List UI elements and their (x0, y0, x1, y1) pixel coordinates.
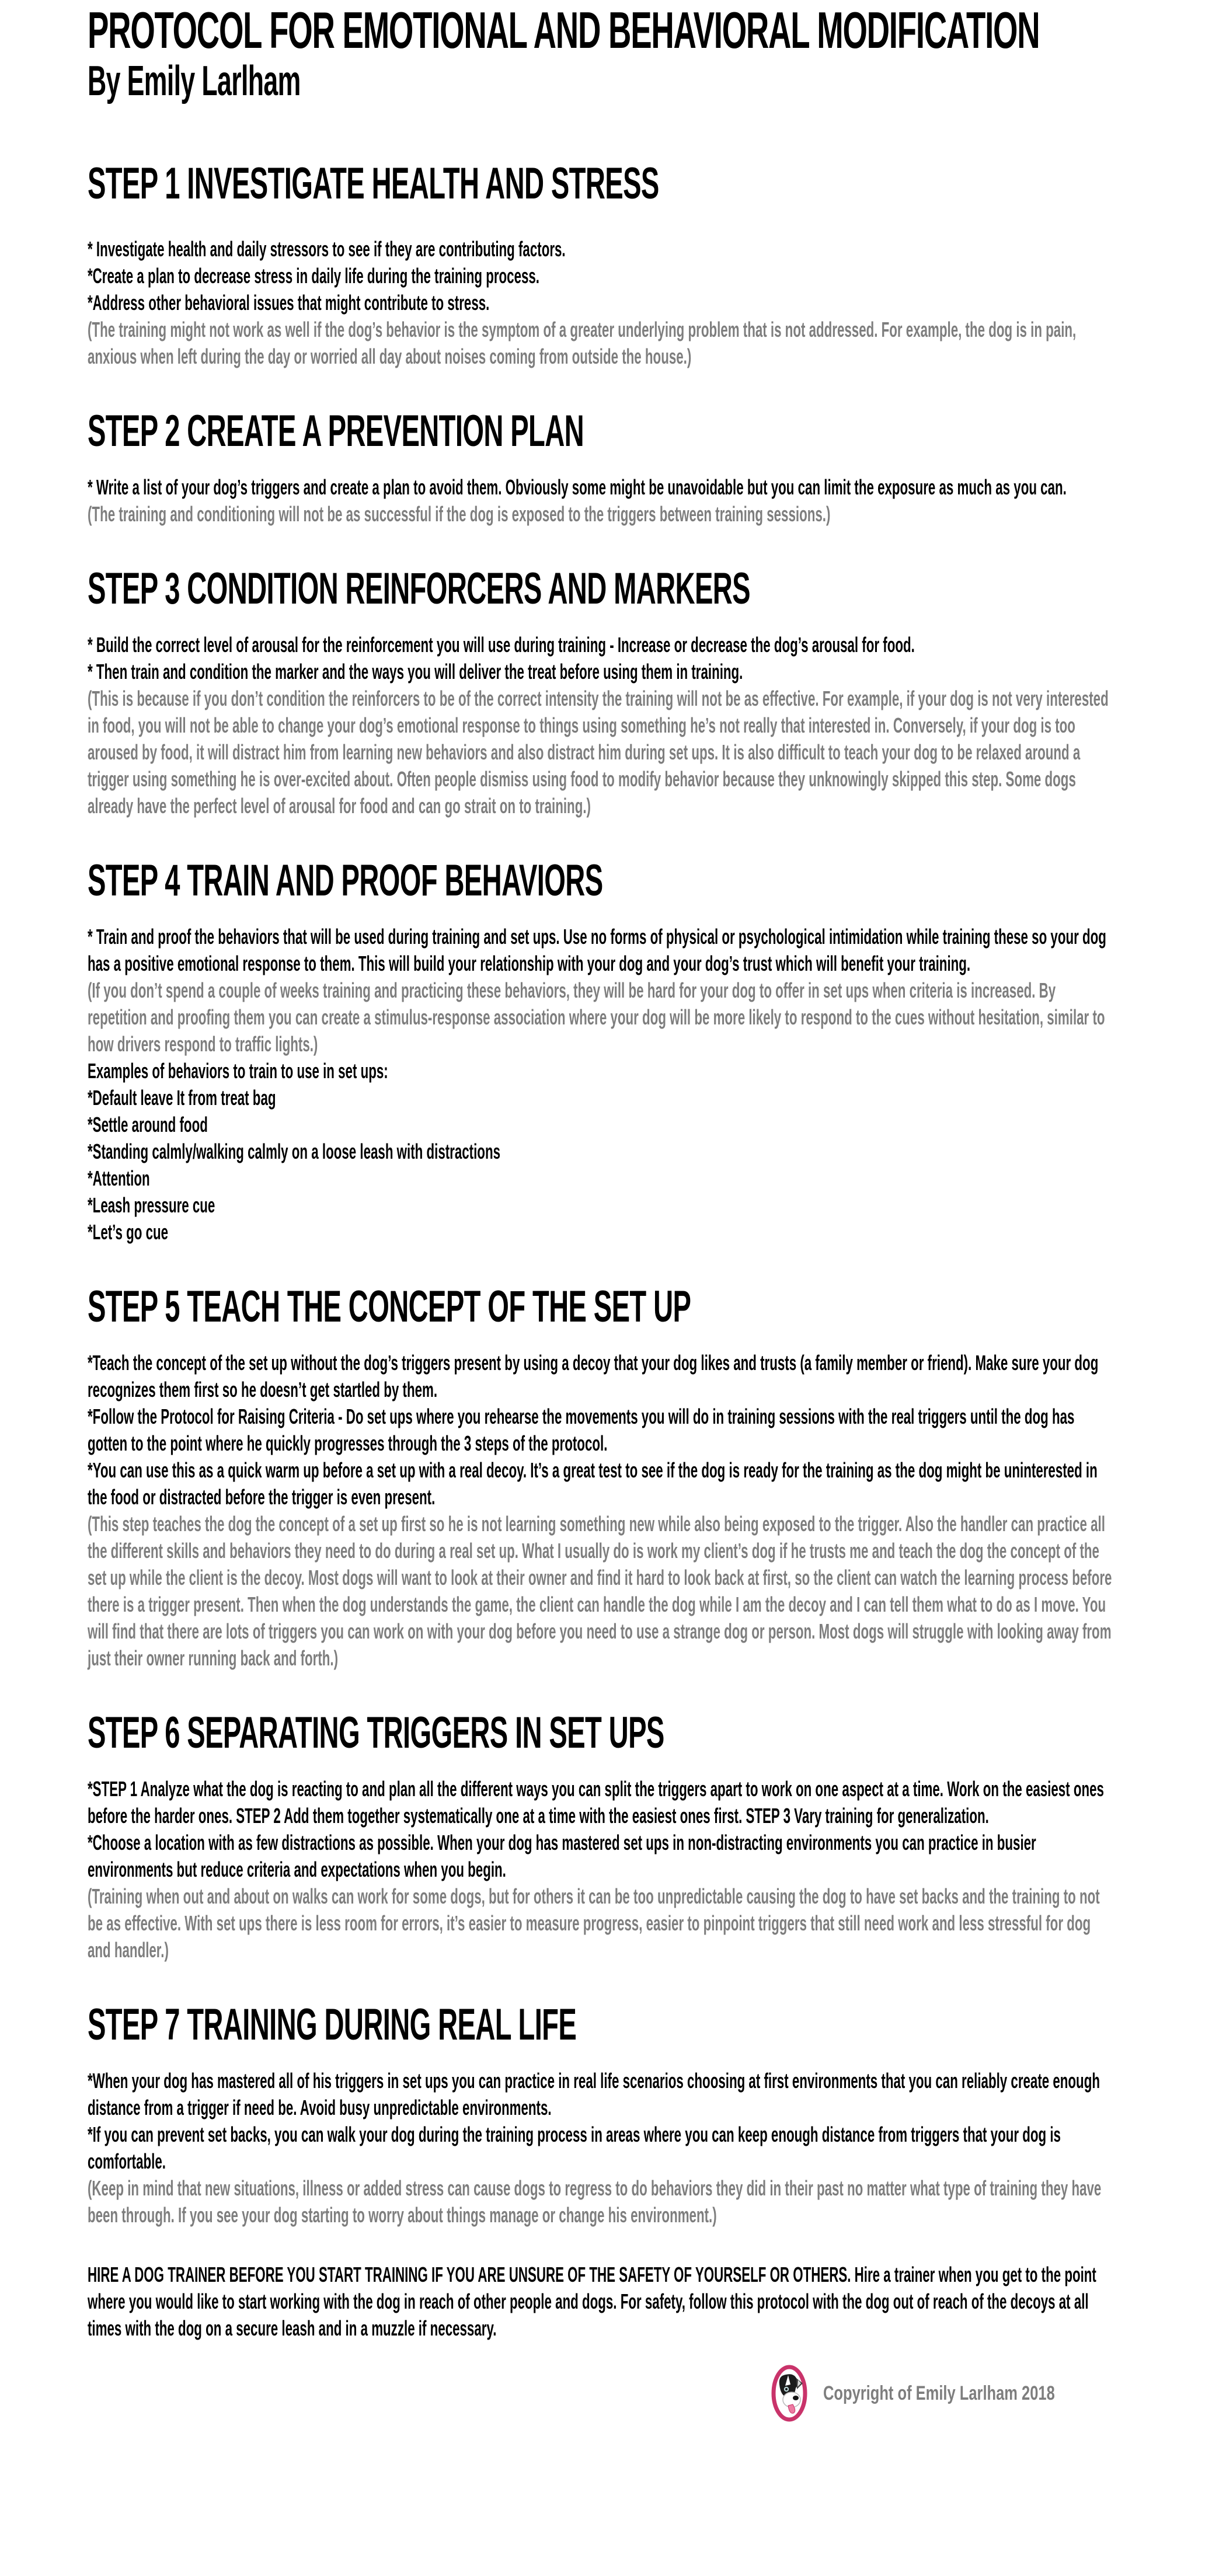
document-title: PROTOCOL FOR EMOTIONAL AND BEHAVIORAL MODIFICATION (88, 1, 1040, 59)
bullet-item: * Investigate health and daily stressors to see if they are contributing factors. (88, 237, 566, 261)
bullet-item: *Choose a location with as few distractions as possible. When your dog has mastered set ups in non-distracting environments you can practice in busier environments but reduce criteria and expectations when you begin. (88, 1831, 1036, 1881)
step-5-body (88, 1350, 1203, 1672)
list-item: *Leash pressure cue (88, 1193, 215, 1217)
step-7-body (88, 2068, 1203, 2229)
note-paragraph: (If you don’t spend a couple of weeks training and practicing these behaviors, they will be hard for your dog to offer in set ups when criteria is increased. By repetition and proofing them you can create a stimulus-response association where your dog will be more likely to respond to the cues without hesitation, similar to how drivers respond to traffic lights.) (88, 978, 1105, 1056)
dog-logo-icon (771, 2364, 808, 2422)
step-5-heading: STEP 5 TEACH THE CONCEPT OF THE SET UP (88, 1282, 691, 1331)
note-paragraph: (The training might not work as well if the dog’s behavior is the symptom of a greater underlying problem that is not addressed. For example, the dog is in pain, anxious when left during the day or worried all day about noises coming from outside the house.) (88, 318, 1077, 368)
note-paragraph: (This step teaches the dog the concept of a set up first so he is not learning something new while also being exposed to the trigger. Also the handler can practice all the different skills and behaviors they need to do during a real set up. What I usually do is work my client’s dog if he trusts me and teach the dog the concept of the set up while the client is the decoy. Most dogs will want to look at their owner and find it hard to look back at first, so the client can watch the learning process before there is a trigger present. Then when the dog understands the game, the client can handle the dog while I am the decoy and I can tell them what to do as I move. You will find that there are lots of triggers you can work on with your dog before you need to use a strange dog or person. Most dogs will struggle with looking away from just their owner running back and forth.) (88, 1512, 1112, 1670)
list-item: *Default leave It from treat bag (88, 1086, 276, 1110)
bullet-item: * Build the correct level of arousal for the reinforcement you will use during training - Increase or decrease the dog’s arousal for food. (88, 633, 915, 657)
examples-label: Examples of behaviors to train to use in set ups: (88, 1059, 388, 1083)
step-3-body (88, 632, 1203, 820)
step-2-heading: STEP 2 CREATE A PREVENTION PLAN (88, 406, 584, 456)
step-4-heading: STEP 4 TRAIN AND PROOF BEHAVIORS (88, 856, 603, 905)
step-3-heading: STEP 3 CONDITION REINFORCERS AND MARKERS (88, 564, 750, 614)
bullet-item: *If you can prevent set backs, you can walk your dog during the training process in areas where you can keep enough distance from triggers that your dog is comfortable. (88, 2122, 1061, 2173)
note-paragraph: (This is because if you don’t condition the reinforcers to be of the correct intensity the training will not be as effective. For example, if your dog is not very interested in food, you will not be able to change your dog’s emotional response to things using something he’s not really that interested in. Conversely, if your dog is too aroused by food, it will distract him from learning new behaviors and also distract him during set ups. It is also difficult to teach your dog to be relaxed around a trigger using something he is over-excited about. Often people dismiss using food to modify behavior because they unknowingly skipped this step. Some dogs already have the perfect level of arousal for food and can go strait on to training.) (88, 686, 1109, 818)
step-7-heading: STEP 7 TRAINING DURING REAL LIFE (88, 2000, 577, 2049)
bullet-item: * Write a list of your dog’s triggers and create a plan to avoid them. Obviously some might be unavoidable but you can limit the exposure as much as you can. (88, 475, 1067, 499)
bullet-item: *You can use this as a quick warm up before a set up with a real decoy. It’s a great test to see if the dog is ready for the training as the dog might be uninterested in the food or distracted before the trigger is even present. (88, 1458, 1098, 1509)
step-1-body (88, 236, 1203, 370)
bullet-item: * Train and proof the behaviors that will be used during training and set ups. Use no forms of physical or psychological intimidation while training these so your dog has a positive emotional response to them. This will build your relationship with your dog and your dog’s trust which will benefit your training. (88, 925, 1106, 975)
step-2-body (88, 474, 1203, 528)
bullet-item: * Then train and condition the marker and the ways you will deliver the treat before using them in training. (88, 660, 743, 684)
note-paragraph: (The training and conditioning will not be as successful if the dog is exposed to the triggers between training sessions.) (88, 502, 831, 526)
bullet-item: *Create a plan to decrease stress in daily life during the training process. (88, 264, 540, 288)
byline: By Emily Larlham (88, 58, 301, 104)
closing-warning (88, 2261, 1203, 2342)
bullet-item: *STEP 1 Analyze what the dog is reacting to and plan all the different ways you can split the triggers apart to work on one aspect at a time. Work on the easiest ones before the harder ones. STEP 2 Add them together systematically one at a time with the easiest ones first. STEP 3 Vary training for generalization. (88, 1777, 1104, 1828)
bullet-item: *When your dog has mastered all of his triggers in set ups you can practice in real life scenarios choosing at first environments that you can reliably create enough distance from a trigger if need be. Avoid busy unpredictable environments. (88, 2069, 1100, 2120)
list-item: *Settle around food (88, 1113, 208, 1137)
note-paragraph: (Keep in mind that new situations, illness or added stress can cause dogs to regress to do behaviors they did in their past no matter what type of training they have been through. If you see your dog starting to worry about things manage or change his environment.) (88, 2176, 1102, 2227)
copyright-text: Copyright of Emily Larlham 2018 (823, 2382, 1055, 2404)
step-6-body (88, 1776, 1203, 1964)
footer (771, 2364, 1203, 2422)
bullet-item: *Address other behavioral issues that might contribute to stress. (88, 291, 490, 315)
closing-paragraph: HIRE A DOG TRAINER BEFORE YOU START TRAINING IF YOU ARE UNSURE OF THE SAFETY OF YOURSELF OR OTHERS. Hire a trainer when you get to the point where you would like to start working with the dog in reach of other people and dogs. For safety, follow this protocol with the dog out of reach of the decoys at all times with the dog on a secure leash and in a muzzle if necessary. (88, 2263, 1096, 2340)
list-item: *Attention (88, 1166, 150, 1190)
bullet-item: *Follow the Protocol for Raising Criteria - Do set ups where you rehearse the movements you will do in training sessions with the real triggers until the dog has gotten to the point where he quickly progresses through the 3 steps of the protocol. (88, 1404, 1075, 1455)
step-4-body (88, 923, 1203, 1246)
bullet-item: *Teach the concept of the set up without the dog’s triggers present by using a decoy that your dog likes and trusts (a family member or friend). Make sure your dog recognizes them first so he doesn’t get startled by them. (88, 1351, 1099, 1402)
list-item: *Standing calmly/walking calmly on a loose leash with distractions (88, 1139, 500, 1163)
note-paragraph: (Training when out and about on walks can work for some dogs, but for others it can be too unpredictable causing the dog to have set backs and the training to not be as effective. With set ups there is less room for errors, it’s easier to measure progress, easier to pinpoint triggers that still need work and less stressful for dog and handler.) (88, 1884, 1100, 1962)
list-item: *Let’s go cue (88, 1220, 169, 1244)
step-6-heading: STEP 6 SEPARATING TRIGGERS IN SET UPS (88, 1708, 664, 1758)
step-1-heading: STEP 1 INVESTIGATE HEALTH AND STRESS (88, 159, 659, 208)
